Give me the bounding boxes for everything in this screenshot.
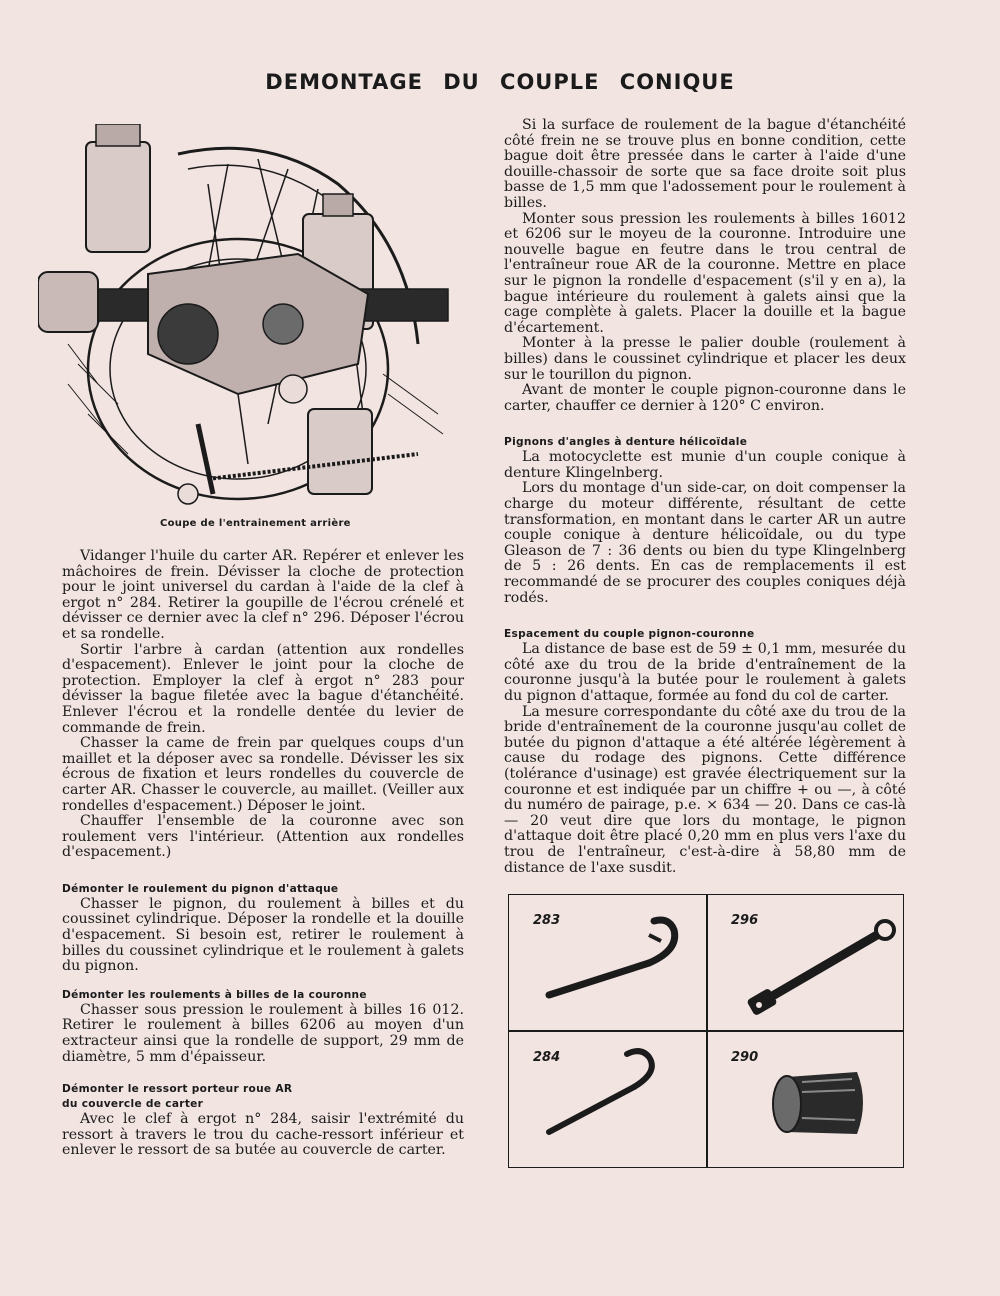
tools-table [508,894,904,1168]
figure-caption: Coupe de l'entrainement arrière [160,518,351,529]
cutaway-drawing [38,124,456,518]
section-heading: du couvercle de carter [62,1098,204,1111]
section-heading: Démonter les roulements à billes de la couronne [62,988,367,1001]
section-heading: Démonter le roulement du pignon d'attaque [62,882,339,895]
paragraph: La mesure correspondante du côté axe du trou de la bride d'entraînement de la couronne jusqu'au collet de butée du pignon d'attaque a été altérée légèrement à cause du rodage des pignons. Cette différence (tolérance d'usinage) est gravée électriquement sur la couronne et est indiquée par un chiffre + ou —, à côté du numéro de pairage, p.e. × 634 — 20. Dans ce cas-là — 20 veut dire que lors du montage, le pignon d'attaque doit être placé 0,20 mm en plus vers l'axe du trou de l'entraîneur, c'est-à-dire à 58,80 mm de distance de l'axe susdit. [504,703,906,876]
paragraph: Si la surface de roulement de la bague d'étanchéité côté frein ne se trouve plus en bonne condition, cette bague doit être pressée dans le carter à l'aide d'une douille-chassoir de sorte que sa face droite soit plus basse de 1,5 mm que l'adossement pour le roulement à billes. [504,117,906,211]
paragraph: Chasser le pignon, du roulement à billes et du coussinet cylindrique. Déposer la rondelle et la douille d'espacement. Si besoin est, retirer le roulement à billes du coussinet cylindrique et le roulement à galets du pignon. [62,895,464,975]
tool-number: 296 [731,913,759,928]
section-heading: Espacement du couple pignon-couronne [504,628,755,641]
tool-cell-283 [509,895,706,1030]
title-word: DEMONTAGE [265,70,423,94]
tool-cell-296 [707,895,904,1030]
section-heading: Pignons d'angles à denture hélicoïdale [504,436,748,449]
right-column [504,118,906,876]
tool-cell-290 [707,1032,904,1167]
paragraph: Chasser sous pression le roulement à billes 16 012. Retirer le roulement à billes 6206 au moyen d'un extracteur ainsi que la rondelle de support, 29 mm de diamètre, 5 mm d'épaisseur. [62,1001,464,1065]
tool-number: 290 [731,1050,759,1065]
tool-cell-284 [509,1032,706,1167]
paragraph: La distance de base est de 59 ± 0,1 mm, mesurée du côté axe du trou de la bride d'entraînement de la couronne jusqu'à la butée pour le roulement à galets du pignon d'attaque, formée au fond du col de carter. [504,641,906,704]
title-word: DU [443,70,480,94]
paragraph: Chauffer l'ensemble de la couronne avec son roulement vers l'intérieur. (Attention aux rondelles d'espacement.) [62,813,464,861]
left-column [62,549,464,1159]
paragraph: Avec le clef à ergot n° 284, saisir l'extrémité du ressort à travers le trou du cache-ressort inférieur et enlever le ressort de sa butée au couvercle de carter. [62,1111,464,1159]
paragraph: Monter à la presse le palier double (roulement à billes) dans le coussinet cylindrique et placer les deux sur le tourillon du pignon. [504,335,906,383]
title-word: COUPLE [500,70,600,94]
tool-number: 284 [533,1050,561,1065]
paragraph: La motocyclette est munie d'un couple conique à denture Klingelnberg. [504,449,906,481]
hook-wrench-icon [509,1032,706,1167]
paragraph: Avant de monter le couple pignon-couronne dans le carter, chauffer ce dernier à 120° C environ. [504,382,906,414]
section-heading: Démonter le ressort porteur roue AR [62,1083,293,1096]
paragraph: Monter sous pression les roulements à billes 16012 et 6206 sur le moyeu de la couronne. Introduire une nouvelle bague en feutre dans le trou central de l'entraîneur roue AR de la couronne. Mettre en place sur le pignon la rondelle d'espacement (s'il y en a), la bague intérieure du roulement à galets ainsi que la cage complète à galets. Placer la douille et la bague d'écartement. [504,210,906,336]
sleeve-drift-icon [707,1032,904,1167]
title-word: CONIQUE [619,70,735,94]
paragraph: Vidanger l'huile du carter AR. Repérer et enlever les mâchoires de frein. Dévisser la cloche de protection pour le joint universel du cardan à l'aide de la clef à ergot n° 284. Retirer la goupille de l'écrou crénelé et dévisser ce dernier avec la clef n° 296. Déposer l'écrou et sa rondelle. [62,548,464,642]
paragraph: Chasser la came de frein par quelques coups d'un maillet et la déposer avec sa rondelle. Dévisser les six écrous de fixation et leurs rondelles du couvercle de carter AR. Chasser le couvercle, au maillet. (Veiller aux rondelles d'espacement.) Déposer le joint. [62,735,464,814]
rear-drive-cutaway-illustration [38,124,456,518]
socket-wrench-icon [707,895,904,1030]
page-title [0,70,1000,94]
hook-wrench-icon [509,895,706,1030]
tool-number: 283 [533,913,561,928]
paragraph: Sortir l'arbre à cardan (attention aux rondelles d'espacement). Enlever le joint pour la cloche de protection. Employer la clef à ergot n° 283 pour dévisser la bague filetée avec la bague d'étanchéité. Enlever l'écrou et la rondelle dentée du levier de commande de frein. [62,641,464,736]
paragraph: Lors du montage d'un side-car, on doit compenser la charge du moteur différente, résultant de cette transformation, en montant dans le carter AR un autre couple conique à denture hélicoïdale, ou du type Gleason de 7 : 36 dents ou bien du type Klingelnberg de 5 : 26 dents. En cas de remplacements il est recommandé de se procurer des couples coniques déjà rodés. [504,480,906,606]
